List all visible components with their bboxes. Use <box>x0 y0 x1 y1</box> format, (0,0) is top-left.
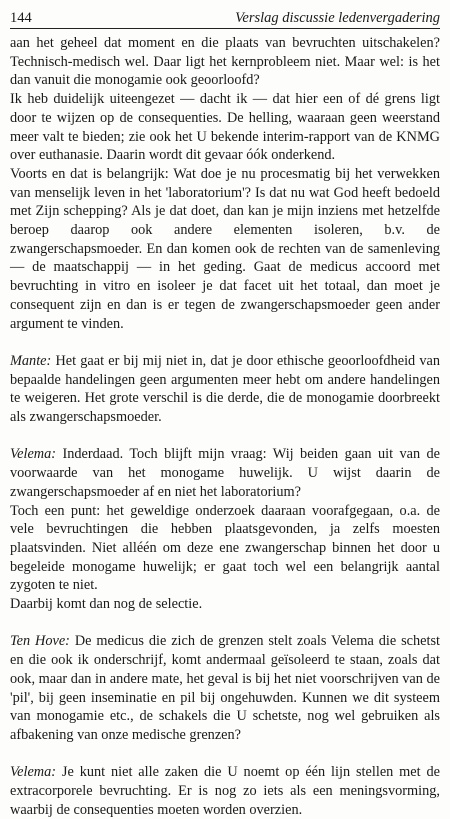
paragraph-text: Ik heb duidelijk uiteengezet — dacht ik — dat hier een of dé grens ligt door te wijzen op de consequenties. De helling, waaraan geen weerstand meer valt te bieden; zie ook het U bekende interim-rapport van de KNMG over euthanasie. Daarin wordt dit gevaar óók onderkend. <box>10 91 440 164</box>
paragraph-text: Toch een punt: het geweldige onderzoek daaraan voorafgegaan, o.a. de vele bevruchtingen die hebben plaatsgevonden, ja zelfs moesten plaatsvinden. Niet alléén om deze ene zwangerschap binnen het door u begeleide monogame huwelijk; er gaat toch wel een belangrijk aantal zygoten te niet. <box>10 502 440 594</box>
paragraph-text: De medicus die zich de grenzen stelt zoals Velema die schetst en die ook ik onderschrijf, komt andermaal geïsoleerd te staan, zoals dat ook, maar dan in andere mate, het geval is bij het niet voorschrijven van de 'pil', bij geen inseminatie en pil bij ongehuwden. Kunnen we dit systeem van monogamie etc., de schakels die U schetste, nog wel gebruiken als afbakening van onze medische grenzen? <box>10 633 441 743</box>
speaker-name: Velema: <box>10 446 57 463</box>
speaker-name: Velema: <box>10 764 57 781</box>
speaker-paragraph <box>10 445 440 501</box>
paragraph-text: Voorts en dat is belangrijk: Wat doe je nu procesmatig bij het verwekken van menselijk leven in het 'laboratorium'? Is dat nu wat God heeft bedoeld met Zijn schepping? Als je dat doet, dan kan je mijn inziens met hetzelfde beroep daarop ook andere elementen isoleren, b.v. de zwangerschapsmoeder. En dan komen ook de rechten van de samenleving — de maatschappij — in het geding. Gaat de medicus accoord met bevruchting in vitro en isoleer je dat facet uit het totaal, dan moet je consequent zijn en dan is er tegen de zwangerschapsmoeder geen ander argument te vinden. <box>10 165 440 332</box>
paragraph <box>10 34 440 90</box>
speaker-name: Mante: <box>10 352 52 369</box>
paragraph <box>10 165 440 333</box>
paragraph-text: Inderdaad. Toch blijft mijn vraag: Wij beiden gaan uit van de voorwaarde van het monogame huwelijk. U wijst daarin de zwangerschapsmoeder af en niet het laboratorium? <box>10 446 440 500</box>
speaker-paragraph <box>10 632 440 744</box>
speaker-paragraph <box>10 763 440 819</box>
speaker-name: Ten Hove: <box>10 633 70 650</box>
paragraph-text: Je kunt niet alle zaken die U noemt op één lijn stellen met de extracorporele bevruchting. Er is nog zo iets als een meningsvorming, waarbij de consequenties moeten worden overzien. <box>10 764 440 818</box>
paragraph-text: Daarbij komt dan nog de selectie. <box>10 596 203 613</box>
paragraph <box>10 502 440 596</box>
paragraph <box>10 595 440 614</box>
page-header <box>10 8 440 29</box>
page-number: 144 <box>10 10 32 26</box>
paragraph <box>10 90 440 165</box>
paragraph-text: aan het geheel dat moment en die plaats van bevruchten uitschakelen? Technisch-medisch wel. Daar ligt het kernprobleem niet. Maar wel: is het dan vanuit die monogamie ook geoorloofd? <box>10 35 440 89</box>
running-title: Verslag discussie ledenvergadering <box>235 10 440 26</box>
speaker-paragraph <box>10 352 440 427</box>
paragraph-text: Het gaat er bij mij niet in, dat je door ethische geoorloofdheid van bepaalde handelingen geen argumenten meer hebt om andere handelingen te weigeren. Het grote verschil is die derde, die de monogamie doorbreekt als zwangerschapsmoeder. <box>10 352 440 426</box>
body-text <box>10 34 440 819</box>
